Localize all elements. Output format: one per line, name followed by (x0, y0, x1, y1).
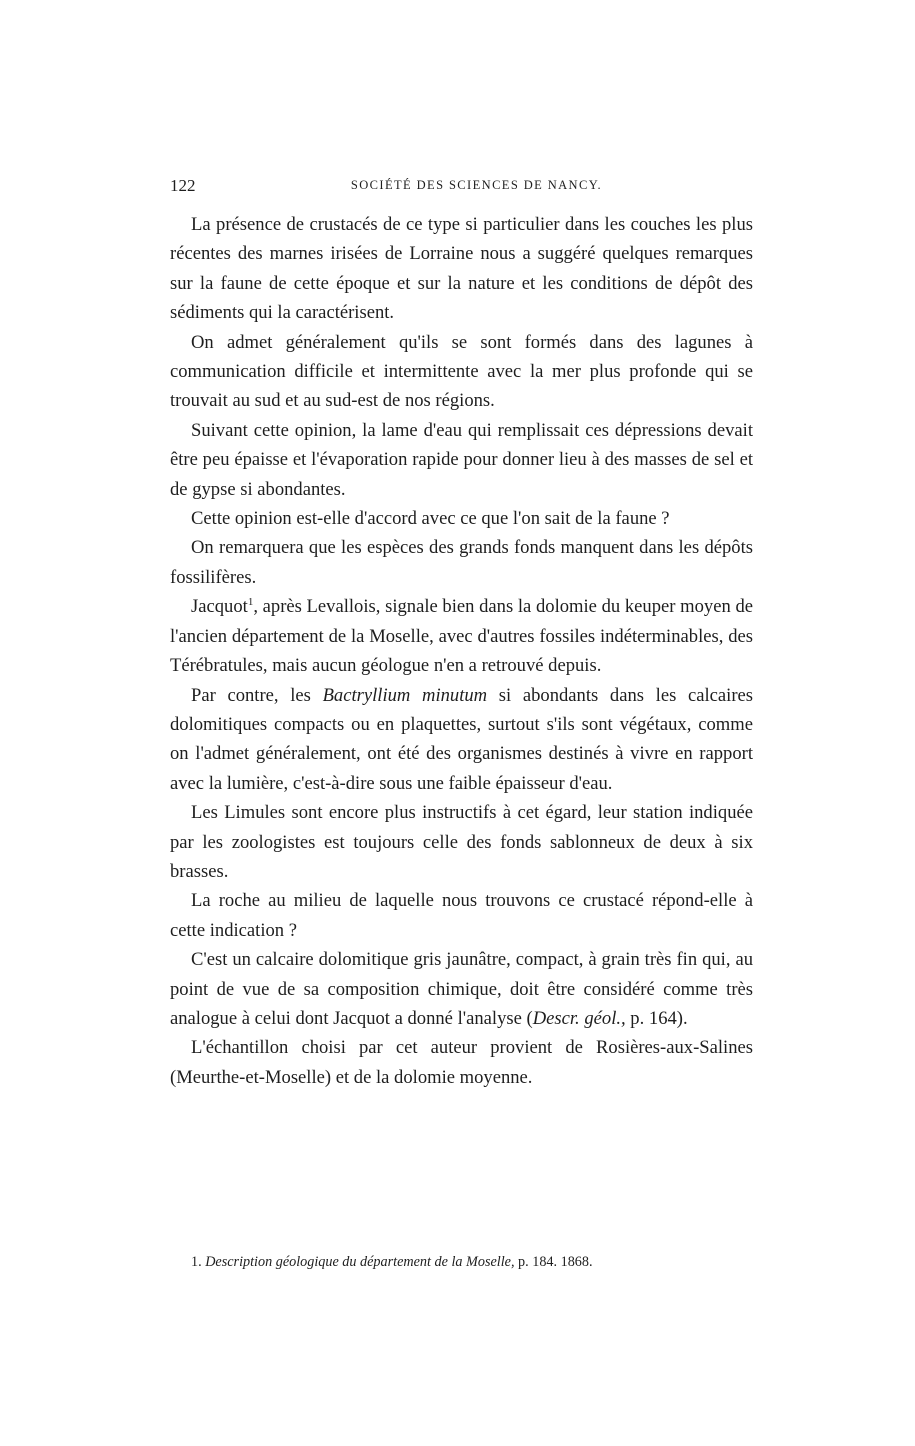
paragraph-text: C'est un calcaire dolomitique gris jaunâtre, compact, à grain très fin qui, au point de vue de sa composition chimique, doit être considéré comme très analogue à celui dont Jacquot a donné l'analyse ( (170, 949, 753, 1029)
paragraph-text: Jacquot (191, 596, 248, 618)
footnote-reference: 1 (247, 596, 254, 609)
citation-title: Descr. géol., (532, 1007, 626, 1029)
footnote-title: Description géologique du département de la Moselle, (205, 1254, 515, 1270)
paragraph: On admet généralement qu'ils se sont formés dans des lagunes à communication difficile et intermittente avec la mer plus profonde qui se trouvait au sud et au sud-est de nos régions. (170, 331, 753, 412)
running-head: SOCIÉTÉ DES SCIENCES DE NANCY. (350, 178, 603, 192)
paragraph: Les Limules sont encore plus instructifs à cet égard, leur station indiquée par les zoologistes est toujours celle des fonds sablonneux de deux à six brasses. (170, 802, 753, 882)
paragraph: On remarquera que les espèces des grands fonds manquent dans les dépôts fossilifères. (170, 537, 753, 588)
paragraph: Cette opinion est-elle d'accord avec ce que l'on sait de la faune ? (191, 508, 670, 530)
paragraph (170, 945, 753, 1033)
paragraph-text: Par contre, les (191, 684, 323, 706)
paragraph (170, 681, 753, 799)
page-header (170, 176, 753, 198)
paragraph: Suivant cette opinion, la lame d'eau qui remplissait ces dépressions devait être peu épaisse et l'évaporation rapide pour donner lieu à des masses de sel et de gypse si abondantes. (170, 419, 753, 500)
body-text (170, 210, 753, 1092)
taxon-name: Bactryllium minutum (322, 684, 488, 706)
paragraph: La roche au milieu de laquelle nous trouvons ce crustacé répond-elle à cette indication ? (170, 890, 753, 941)
paragraph (170, 592, 753, 680)
footnote-number: 1. (191, 1254, 202, 1270)
footnote (170, 1252, 753, 1272)
paragraph: L'échantillon choisi par cet auteur provient de Rosières-aux-Salines (Meurthe-et-Moselle) et de la dolomie moyenne. (170, 1037, 753, 1088)
paragraph: La présence de crustacés de ce type si particulier dans les couches les plus récentes des marnes irisées de Lorraine nous a suggéré quelques remarques sur la faune de cette époque et sur la nature et les conditions de dépôt des sédiments qui la caractérisent. (170, 214, 753, 324)
paragraph-text: si abondants dans les calcaires dolomitiques compacts ou en plaquettes, surtout s'ils sont végétaux, comme on l'admet généralement, ont été des organismes destinés à vivre en rapport avec la lumière, c'est-à-dire sous une faible épaisseur d'eau. (170, 684, 754, 794)
paragraph-text: , après Levallois, signale bien dans la dolomie du keuper moyen de l'ancien département de la Moselle, avec d'autres fossiles indéterminables, des Térébratules, mais aucun géologue n'en a retrouvé depuis. (170, 596, 753, 677)
page-number: 122 (170, 176, 196, 195)
paragraph-text: p. 164). (625, 1007, 688, 1029)
footnote-text: p. 184. 1868. (514, 1254, 593, 1270)
